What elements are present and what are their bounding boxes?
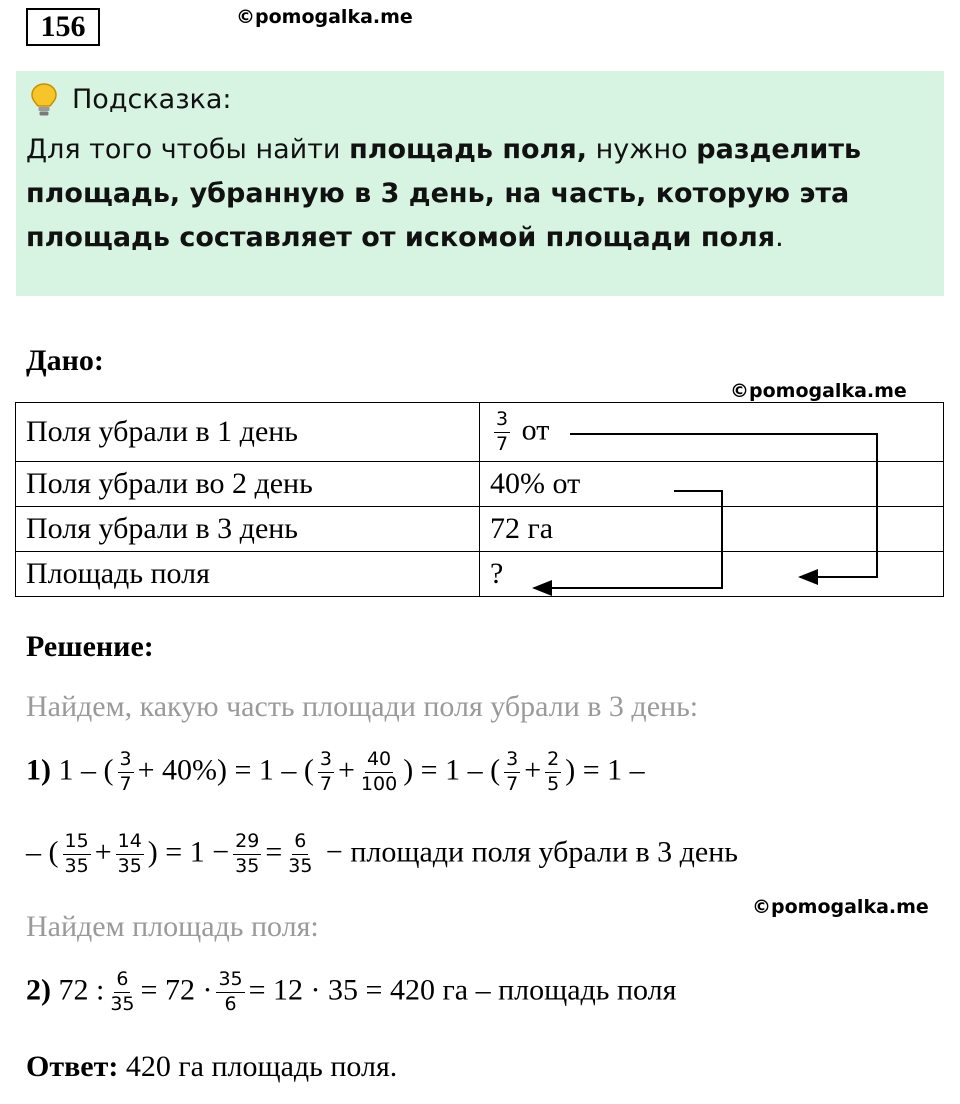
hint-title: Подсказка:	[72, 84, 232, 115]
row-value: 72 га	[480, 507, 944, 552]
table-row	[16, 552, 944, 597]
watermark-table: ©pomogalka.me	[730, 380, 907, 402]
math-line-2: – ( $\frac{15}{35}$ + $\frac{14}{35}$ ) = 1 − $\frac{29}{35}$ = $\frac{6}{35}$ − площади поля убрали в 3 день	[26, 830, 738, 877]
row-label: Поля убрали в 1 день	[16, 403, 480, 462]
fraction: $\frac{3}{7}$	[119, 748, 132, 795]
fraction: $\frac{29}{35}$	[235, 830, 260, 877]
fraction: $\frac{3}{7}$	[506, 748, 519, 795]
math-line-1: 1) 1 – ( $\frac{3}{7}$ + 40%) = 1 – ( $\frac{3}{7}$ + $\frac{40}{100}$ ) = 1 – ( $\frac{3}{7}$ + $\frac{2}{5}$ ) = 1 –	[26, 748, 645, 795]
solution-title: Решение:	[26, 630, 154, 663]
step2-intro: Найдем площадь поля:	[26, 910, 319, 943]
fraction: $\frac{6}{35}$	[288, 830, 313, 877]
given-table	[15, 402, 944, 597]
answer-line: Ответ: 420 га площадь поля.	[26, 1050, 398, 1083]
fraction: $\frac{35}{6}$	[218, 968, 243, 1015]
row-value: 40% от	[480, 462, 944, 507]
task-number-box: 156	[26, 8, 100, 46]
table-row	[16, 403, 944, 462]
fraction: $\frac{3}{7}$	[319, 748, 332, 795]
watermark-bottom: ©pomogalka.me	[752, 896, 929, 918]
fraction: $\frac{2}{5}$	[547, 748, 560, 795]
row-label: Поля убрали во 2 день	[16, 462, 480, 507]
hint-text: Для того чтобы найти площадь поля, нужно разделить площадь, убранную в 3 день, на часть, которую эта площадь составляет от искомой площади поля.	[26, 134, 862, 253]
table-row	[16, 507, 944, 552]
step1-intro: Найдем, какую часть площади поля убрали в 3 день:	[26, 690, 699, 723]
row-label: Площадь поля	[16, 552, 480, 597]
fraction: $\frac{6}{35}$	[110, 968, 135, 1015]
table-row	[16, 462, 944, 507]
row-label: Поля убрали в 3 день	[16, 507, 480, 552]
row-value: $\frac{3}{7}$ от	[480, 403, 944, 462]
given-title: Дано:	[26, 344, 104, 377]
fraction: $\frac{14}{35}$	[117, 830, 142, 877]
math-line-3: 2) 72 : $\frac{6}{35}$ = 72 · $\frac{35}{6}$ = 12 · 35 = 420 га – площадь поля	[26, 968, 677, 1015]
fraction: $\frac{15}{35}$	[64, 830, 89, 877]
row-value: ?	[480, 552, 944, 597]
watermark-top: ©pomogalka.me	[236, 6, 413, 28]
fraction: $\frac{40}{100}$	[360, 748, 398, 795]
lightbulb-icon	[30, 82, 58, 118]
fraction: $\frac{3}{7}$	[496, 407, 509, 455]
